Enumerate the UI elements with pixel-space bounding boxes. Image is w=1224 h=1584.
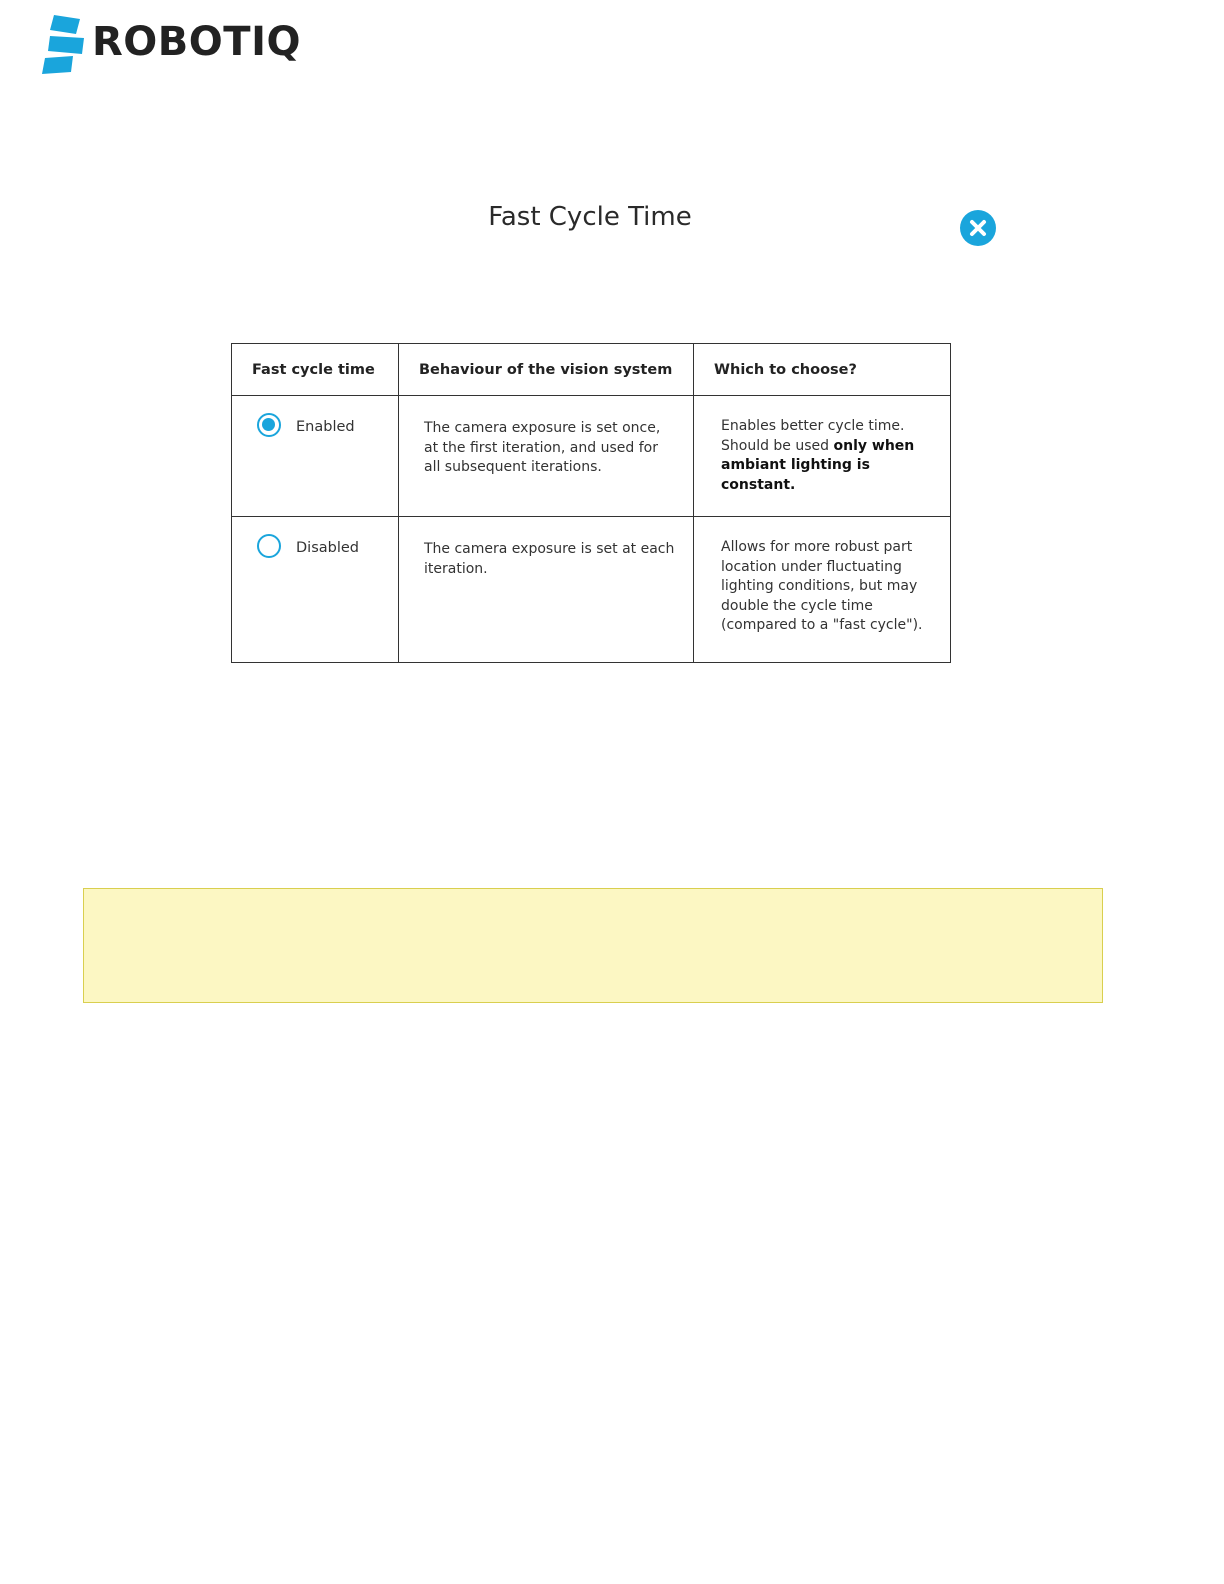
robotiq-logo: [42, 14, 301, 78]
disabled-radio-button[interactable]: [257, 534, 281, 558]
table-header-row: [232, 344, 951, 396]
close-button[interactable]: [960, 210, 996, 246]
choose-text: Allows for more robust part location under fluctuating lighting conditions, but may double the cycle time (compared to a "fast cycle").: [721, 539, 923, 633]
disabled-label: Disabled: [296, 540, 359, 556]
enabled-option[interactable]: [233, 397, 397, 435]
behaviour-text: The camera exposure is set once, at the first iteration, and used for all subsequent iterations.: [424, 420, 661, 475]
option-cell-enabled: [232, 396, 399, 517]
header-which-to-choose: Which to choose?: [694, 344, 951, 396]
choose-text: [695, 397, 949, 495]
choose-cell-disabled: [694, 517, 951, 663]
robotiq-logo-mark-icon: [42, 14, 88, 76]
choose-text-bold: only when ambiant lighting is constant.: [721, 437, 915, 493]
behaviour-text: The camera exposure is set at each iteration.: [424, 541, 675, 577]
enabled-radio-button[interactable]: [257, 413, 281, 437]
table-row-disabled: [232, 517, 951, 663]
note-box: [83, 888, 1103, 1003]
table-row-enabled: [232, 396, 951, 517]
header-behaviour: Behaviour of the vision system: [399, 344, 694, 396]
disabled-option[interactable]: [233, 518, 397, 556]
choose-text-plain: Enables better cycle time. Should be used: [721, 418, 905, 454]
dialog-title: Fast Cycle Time: [488, 202, 692, 232]
close-icon: [960, 210, 996, 246]
choose-cell-enabled: [694, 396, 951, 517]
enabled-label: Enabled: [296, 419, 355, 435]
header-fast-cycle-time: Fast cycle time: [232, 344, 399, 396]
radio-selected-dot: [262, 418, 275, 431]
behaviour-cell-enabled: [399, 396, 694, 517]
logo-wordmark: ROBOTIQ: [92, 19, 301, 65]
fast-cycle-table: [231, 343, 951, 663]
option-cell-disabled: [232, 517, 399, 663]
behaviour-cell-disabled: [399, 517, 694, 663]
